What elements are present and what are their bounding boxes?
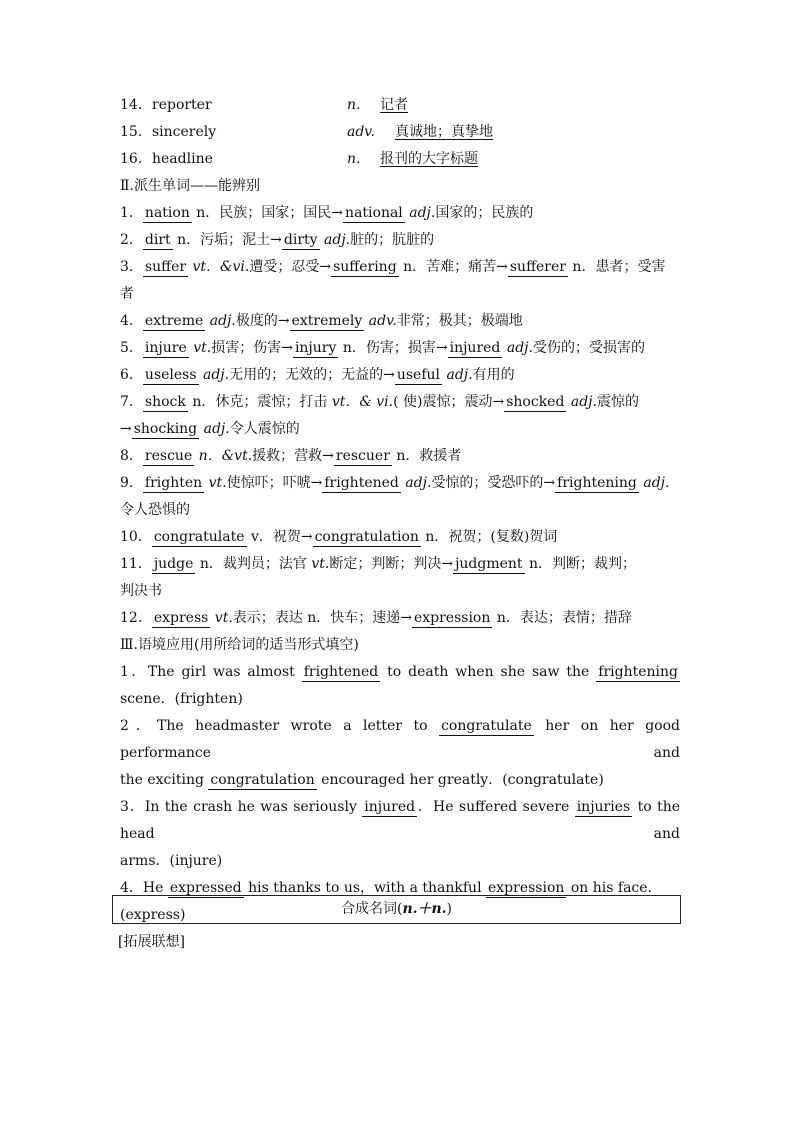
text: the exciting [120, 772, 209, 788]
text: ( 使)震惊；震动→ [393, 394, 505, 410]
derived-item [120, 524, 680, 551]
answer-blank: expressed [169, 880, 242, 896]
part-of-speech: vt. [204, 475, 227, 491]
text: his thanks to us，with a thankful [243, 880, 486, 896]
item-number: 6． [120, 367, 143, 383]
answer-blank: frightening [598, 664, 678, 680]
item-number: 14． [120, 97, 152, 113]
text: 使惊吓；吓唬→ [226, 475, 323, 491]
answer-blank: shock [144, 394, 186, 410]
part-of-speech: vt. [188, 340, 212, 356]
derived-item [120, 227, 680, 254]
answer-blank: congratulate [153, 529, 245, 545]
text: arms．(injure) [120, 853, 223, 869]
text: n．伤害；损害→ [338, 340, 448, 356]
item-number: 1． [120, 664, 148, 680]
text: n．苦难；痛苦→ [398, 259, 508, 275]
text: → [120, 421, 132, 437]
item-number: 12． [120, 610, 152, 626]
exercise-item [120, 794, 680, 875]
answer-blank: injure [144, 340, 187, 356]
part-of-speech: adj. [566, 394, 597, 410]
part-of-speech: adj. [319, 232, 351, 248]
part-of-speech: n．&vt. [194, 448, 253, 464]
item-number: 1． [120, 205, 143, 221]
text: n．污垢；泥土→ [172, 232, 282, 248]
text: The girl was almost [147, 664, 302, 680]
text: The headmaster wrote a letter to [157, 718, 440, 734]
derived-item [120, 362, 680, 389]
text: n．患者；受害 [567, 259, 666, 275]
item-number: 7． [120, 394, 143, 410]
text: to the head and [120, 799, 680, 842]
item-number: 3． [120, 799, 145, 815]
text: 令人震惊的 [229, 421, 300, 437]
answer-blank: rescue [144, 448, 193, 464]
answer-blank: congratulation [210, 772, 315, 788]
answer-blank: sufferer [509, 259, 566, 275]
text: 遭受；忍受→ [249, 259, 332, 275]
item-number: 2． [120, 718, 158, 734]
answer-blank: extremely [291, 313, 363, 329]
part-of-speech: vt．& vi. [331, 394, 394, 410]
vocab-item [120, 119, 680, 146]
section-subtitle: (用所给词的适当形式填空) [193, 637, 359, 653]
vocab-word: headline [152, 151, 213, 167]
part-of-speech: adv. [347, 124, 376, 140]
vocab-item [120, 146, 680, 173]
part-of-speech: adj. [400, 475, 432, 491]
part-of-speech: n. [347, 97, 361, 113]
answer-blank: frighten [144, 475, 203, 491]
answer-blank: congratulate [441, 718, 532, 734]
text: on his face．(express) [120, 880, 662, 923]
text: He [142, 880, 168, 896]
part-of-speech: adj. [404, 205, 436, 221]
vocab-meaning: 报刊的大字标题 [380, 151, 478, 167]
text: 有用的 [472, 367, 515, 383]
part-of-speech: adj. [198, 367, 230, 383]
part-of-speech: adj. [502, 340, 533, 356]
answer-blank: useful [396, 367, 441, 383]
answer-blank: express [153, 610, 209, 626]
item-number: 4． [120, 313, 143, 329]
item-number: 9． [120, 475, 143, 491]
item-number: 4． [120, 880, 143, 896]
item-number: 16． [120, 151, 152, 167]
derived-item-continuation: 令人恐惧的 [120, 502, 190, 518]
derived-item [120, 389, 680, 416]
vocab-word: sincerely [152, 124, 217, 140]
section-heading: Ⅱ.派生单词——能辨别 [120, 178, 260, 194]
text: 脏的；肮脏的 [350, 232, 435, 248]
text: encouraged her greatly．(congratulate) [316, 772, 604, 788]
item-number: 3． [120, 259, 143, 275]
derived-item [120, 470, 680, 497]
text: In the crash he was seriously [144, 799, 363, 815]
answer-blank: expression [488, 880, 565, 896]
answer-blank: injured [364, 799, 416, 815]
item-number: 15． [120, 124, 152, 140]
text: v．祝贺→ [246, 529, 313, 545]
item-number: 2． [120, 232, 143, 248]
answer-blank: congratulation [314, 529, 419, 545]
text: 损害；伤害→ [211, 340, 293, 356]
derived-item-continuation: 者 [120, 286, 134, 302]
text: n．休克；震惊；打击 [187, 394, 332, 410]
part-of-speech: n. [347, 151, 361, 167]
answer-blank: extreme [144, 313, 204, 329]
compound-noun-heading-box [112, 895, 681, 924]
document-body [120, 92, 680, 956]
answer-blank: shocking [133, 421, 198, 437]
text: scene．(frighten) [120, 691, 243, 707]
box-title-prefix: 合成名词( [340, 901, 403, 917]
text: her on her good performance and [120, 718, 680, 761]
text: 非常；极其；极端地 [396, 313, 523, 329]
item-number: 10． [120, 529, 152, 545]
derived-item [120, 254, 680, 281]
text: 极度的→ [235, 313, 290, 329]
text: n．祝贺；(复数)贺词 [420, 529, 558, 545]
text: ．He suffered severe [417, 799, 575, 815]
text: 国家的；民族的 [435, 205, 534, 221]
derived-item [120, 335, 680, 362]
vocab-item [120, 92, 680, 119]
text: n．快车；速递→ [307, 610, 412, 626]
item-number: 11． [120, 556, 152, 572]
answer-blank: suffering [333, 259, 397, 275]
exercise-item [120, 659, 680, 713]
answer-blank: injured [449, 340, 501, 356]
part-of-speech: adj. [199, 421, 230, 437]
text: n．救援者 [391, 448, 462, 464]
derived-item [120, 443, 680, 470]
derived-item [120, 200, 680, 227]
vocab-meaning: 真诚地；真挚地 [395, 124, 493, 140]
part-of-speech: adj. [638, 475, 670, 491]
answer-blank: frightening [557, 475, 637, 491]
vocab-meaning: 记者 [380, 97, 408, 113]
answer-blank: expression [413, 610, 491, 626]
item-number: 5． [120, 340, 143, 356]
answer-blank: useless [144, 367, 197, 383]
text: 无用的；无效的；无益的→ [229, 367, 395, 383]
answer-blank: injury [294, 340, 337, 356]
text: n．表达；表情；措辞 [492, 610, 632, 626]
answer-blank: judge [153, 556, 194, 572]
answer-blank: suffer [144, 259, 187, 275]
box-title-suffix: ) [446, 901, 453, 917]
answer-blank: injuries [576, 799, 631, 815]
answer-blank: dirty [283, 232, 318, 248]
text: to death when she saw the [380, 664, 597, 680]
part-of-speech: vt．&vi. [188, 259, 250, 275]
answer-blank: frightened [303, 664, 379, 680]
part-of-speech: adv. [364, 313, 397, 329]
text: 断定；判断；判决→ [329, 556, 454, 572]
part-of-speech: vt. [210, 610, 233, 626]
text: n．判断；裁判； [524, 556, 637, 572]
section-heading [120, 632, 680, 659]
part-of-speech: vt. [311, 556, 330, 572]
vocab-word: reporter [152, 97, 212, 113]
answer-blank: shocked [506, 394, 565, 410]
extension-label: [拓展联想] [118, 934, 185, 950]
text: n．民族；国家；国民→ [191, 205, 344, 221]
exercise-item [120, 713, 680, 794]
derived-item [120, 551, 680, 578]
text: 受伤的；受损害的 [532, 340, 645, 356]
item-number: 8． [120, 448, 143, 464]
text: 表示；表达 [232, 610, 308, 626]
text: n．裁判员；法官 [195, 556, 312, 572]
part-of-speech: adj. [205, 313, 236, 329]
text: 震惊的 [596, 394, 639, 410]
box-title-formula: n.＋n. [402, 901, 447, 917]
answer-blank: frightened [324, 475, 399, 491]
answer-blank: judgment [455, 556, 523, 572]
derived-item [120, 605, 680, 632]
derived-item [120, 308, 680, 335]
section-title: Ⅲ.语境应用 [120, 637, 194, 653]
derived-item-continuation [120, 416, 680, 443]
answer-blank: national [345, 205, 403, 221]
answer-blank: nation [144, 205, 190, 221]
derived-item-continuation: 判决书 [120, 583, 162, 599]
part-of-speech: adj. [442, 367, 473, 383]
answer-blank: dirt [144, 232, 171, 248]
text: 援救；营救→ [252, 448, 334, 464]
text: 受惊的；受恐吓的→ [431, 475, 556, 491]
answer-blank: rescuer [335, 448, 390, 464]
